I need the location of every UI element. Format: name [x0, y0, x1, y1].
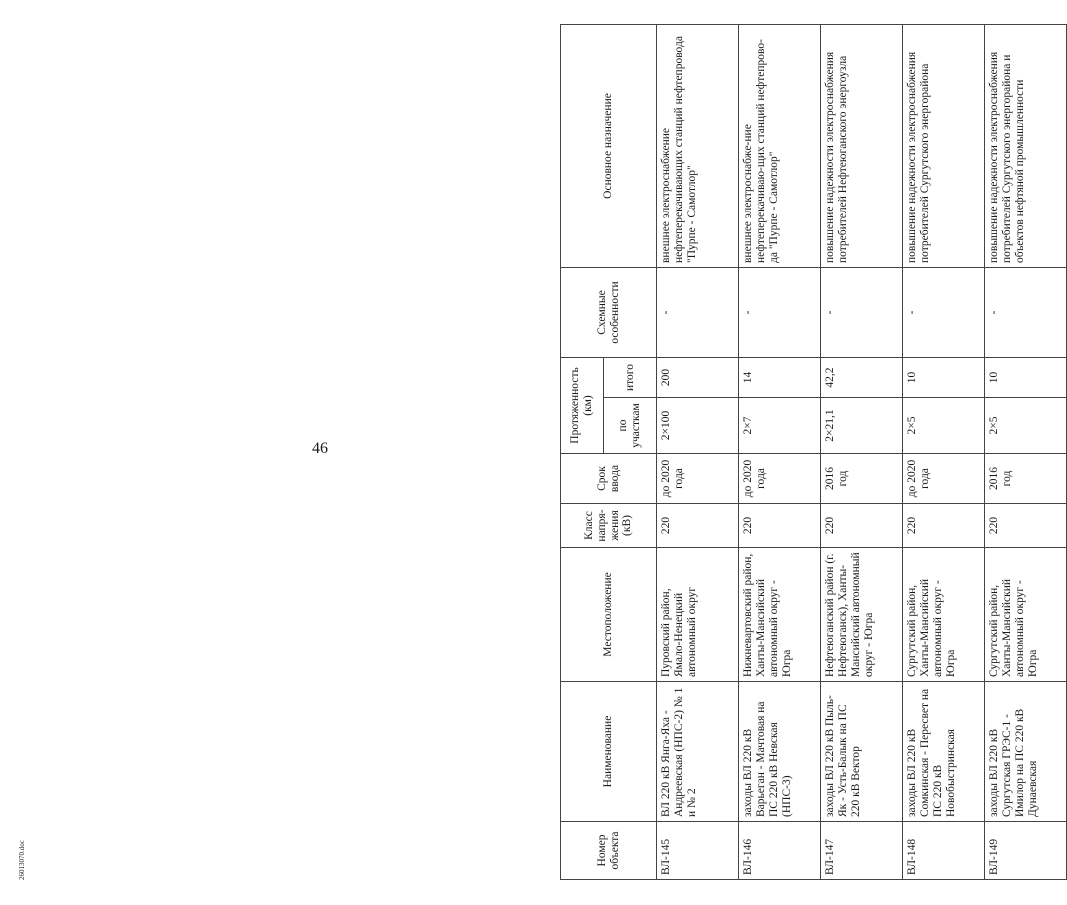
- cell-voltage: 220: [903, 504, 985, 548]
- cell-number: ВЛ-146: [739, 822, 821, 880]
- table-row: [985, 25, 1067, 880]
- footer-file-code: 26013070.doc: [18, 840, 26, 880]
- cell-scheme: -: [821, 268, 903, 358]
- cell-total: 42,2: [821, 358, 903, 398]
- header-location: Местоположение: [561, 548, 657, 682]
- cell-sections: 2×7: [739, 398, 821, 454]
- cell-location: Нефтеюганский район (г. Нефтеюганск), Ханты-Мансийский автономный округ - Югра: [821, 548, 903, 682]
- cell-sections: 2×5: [903, 398, 985, 454]
- cell-date: до 2020 года: [657, 454, 739, 504]
- header-length-group: Протяженность (км): [561, 358, 604, 454]
- table-row: [657, 25, 739, 880]
- header-date: Срок ввода: [561, 454, 657, 504]
- cell-name: ВЛ 220 кВ Янга-Яха - Андреевская (НПС-2) № 1 и № 2: [657, 682, 739, 822]
- header-purpose: Основное назначение: [561, 25, 657, 268]
- header-name: Наименование: [561, 682, 657, 822]
- header-scheme: Схемные особенности: [561, 268, 657, 358]
- cell-scheme: -: [657, 268, 739, 358]
- cell-total: 14: [739, 358, 821, 398]
- cell-voltage: 220: [821, 504, 903, 548]
- cell-total: 10: [903, 358, 985, 398]
- cell-purpose: повышение надежности электроснабжения потребителей Сургутского энергорайона: [903, 25, 985, 268]
- header-voltage: Класс напря-жения (кВ): [561, 504, 657, 548]
- cell-date: до 2020 года: [903, 454, 985, 504]
- cell-name: заходы ВЛ 220 кВ Пыль-Як - Усть-Балык на ПС 220 кВ Вектор: [821, 682, 903, 822]
- cell-scheme: -: [903, 268, 985, 358]
- cell-sections: 2×5: [985, 398, 1067, 454]
- cell-scheme: -: [985, 268, 1067, 358]
- cell-number: ВЛ-147: [821, 822, 903, 880]
- cell-date: до 2020 года: [739, 454, 821, 504]
- cell-location: Пуровский район, Ямало-Ненецкий автономный округ: [657, 548, 739, 682]
- cell-name: заходы ВЛ 220 кВ Варьеган - Мачтовая на ПС 220 кВ Невская (НПС-3): [739, 682, 821, 822]
- header-number: Номер объекта: [561, 822, 657, 880]
- cell-purpose: повышение надежности электроснабжения потребителей Нефтеюганского энергоузла: [821, 25, 903, 268]
- cell-location: Сургутский район, Ханты-Мансийский автономный округ - Югра: [903, 548, 985, 682]
- header-length-total: итого: [604, 358, 657, 398]
- cell-voltage: 220: [657, 504, 739, 548]
- cell-date: 2016 год: [985, 454, 1067, 504]
- cell-number: ВЛ-149: [985, 822, 1067, 880]
- cell-voltage: 220: [985, 504, 1067, 548]
- cell-purpose: внешнее электроснабжение нефтеперекачивающих станций нефтепровода "Пурпе - Самотлор": [657, 25, 739, 268]
- table-row: [903, 25, 985, 880]
- cell-name: заходы ВЛ 220 кВ Сургутская ГРЭС-1 - Имилор на ПС 220 кВ Дунаевская: [985, 682, 1067, 822]
- cell-location: Сургутский район, Ханты-Мансийский автономный округ - Югра: [985, 548, 1067, 682]
- cell-name: заходы ВЛ 220 кВ Сомкинская - Пересвет на ПС 220 кВ Новобыстринская: [903, 682, 985, 822]
- objects-table: [560, 24, 1067, 880]
- cell-purpose: внешнее электроснабже-ние нефтеперекачиваю-щих станций нефтепрово-да "Пурпе - Самотлор": [739, 25, 821, 268]
- cell-total: 10: [985, 358, 1067, 398]
- cell-location: Нижневартовский район, Ханты-Мансийский автономный округ - Югра: [739, 548, 821, 682]
- cell-date: 2016 год: [821, 454, 903, 504]
- cell-number: ВЛ-145: [657, 822, 739, 880]
- cell-total: 200: [657, 358, 739, 398]
- cell-voltage: 220: [739, 504, 821, 548]
- table-row: [821, 25, 903, 880]
- cell-sections: 2×100: [657, 398, 739, 454]
- cell-sections: 2×21,1: [821, 398, 903, 454]
- header-length-sections: по участкам: [604, 398, 657, 454]
- page-number: 46: [312, 440, 328, 457]
- cell-purpose: повышение надежности электроснабжения потребителей Сургутского энергорайона и объектов нефтяной промышленности: [985, 25, 1067, 268]
- cell-scheme: -: [739, 268, 821, 358]
- cell-number: ВЛ-148: [903, 822, 985, 880]
- rotated-table-sheet: [560, 25, 1045, 880]
- table-row: [739, 25, 821, 880]
